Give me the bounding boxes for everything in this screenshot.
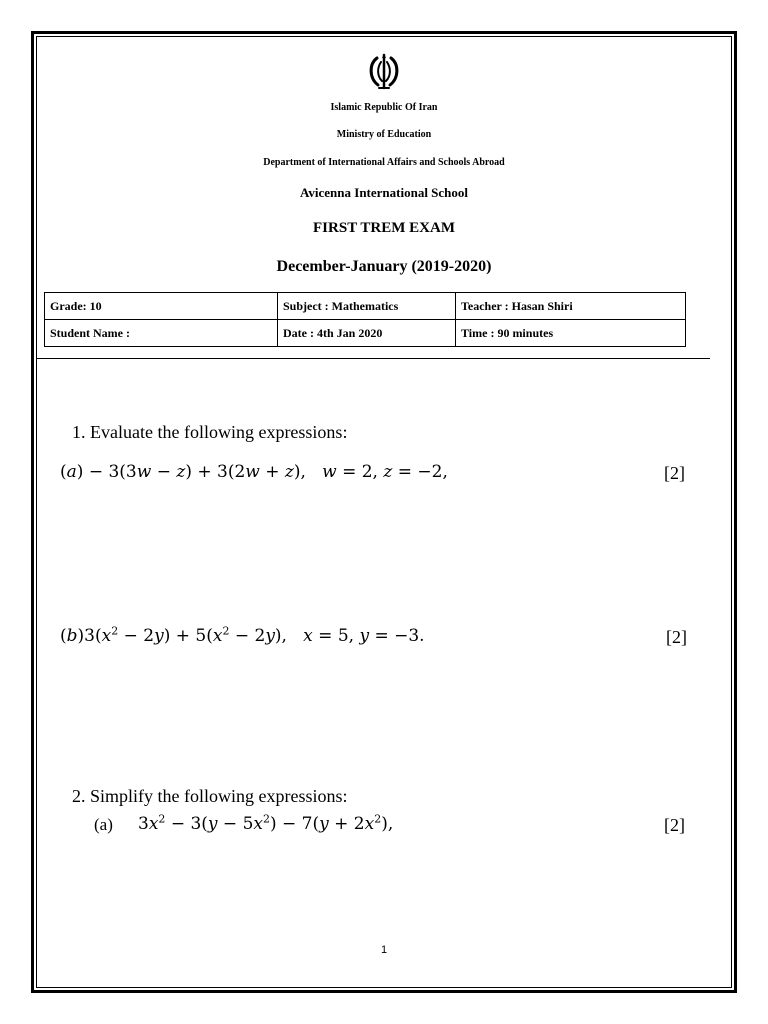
header-divider: [36, 358, 710, 359]
page-number: 1: [380, 944, 388, 956]
question-2a-label: (a): [94, 815, 113, 834]
question-1b-expression: $(b)3(x^2 - 2y) + 5(x^2 - 2y)$, x = 5, y = −3.: [60, 624, 425, 646]
question-2-heading: 2. Simplify the following expressions:: [72, 786, 348, 806]
subject-cell: Subject : Mathematics: [278, 293, 456, 320]
grade-cell: Grade: 10: [45, 293, 278, 320]
date-cell: Date : 4th Jan 2020: [278, 320, 456, 347]
question-1a-marks: [2]: [664, 463, 685, 483]
header-country: Islamic Republic Of Iran: [330, 102, 438, 113]
question-1-heading: 1. Evaluate the following expressions:: [72, 422, 348, 442]
question-1b-marks: [2]: [666, 627, 687, 647]
teacher-cell: Teacher : Hasan Shiri: [456, 293, 686, 320]
exam-title: FIRST TREM EXAM: [313, 220, 455, 236]
table-row: [45, 320, 686, 347]
header-ministry: Ministry of Education: [336, 129, 432, 140]
question-1a-expression: (a) − 3(3w − z) + 3(2w + z), w = 2, z = −2,: [60, 462, 448, 482]
question-2a-marks: [2]: [664, 815, 685, 835]
time-cell: Time : 90 minutes: [456, 320, 686, 347]
header-school: Avicenna International School: [299, 185, 469, 200]
question-2a-expression: $3x^2 - 3(y - 5x^2) - 7(y + 2x^2)$,: [138, 812, 394, 834]
exam-info-table: [44, 292, 686, 347]
page-border-inner: [36, 36, 732, 988]
table-row: [45, 293, 686, 320]
exam-period: December-January (2019-2020): [276, 258, 492, 275]
national-emblem-icon: [364, 52, 404, 92]
header-department: Department of International Affairs and Schools Abroad: [263, 157, 505, 168]
student-name-cell: Student Name :: [45, 320, 278, 347]
